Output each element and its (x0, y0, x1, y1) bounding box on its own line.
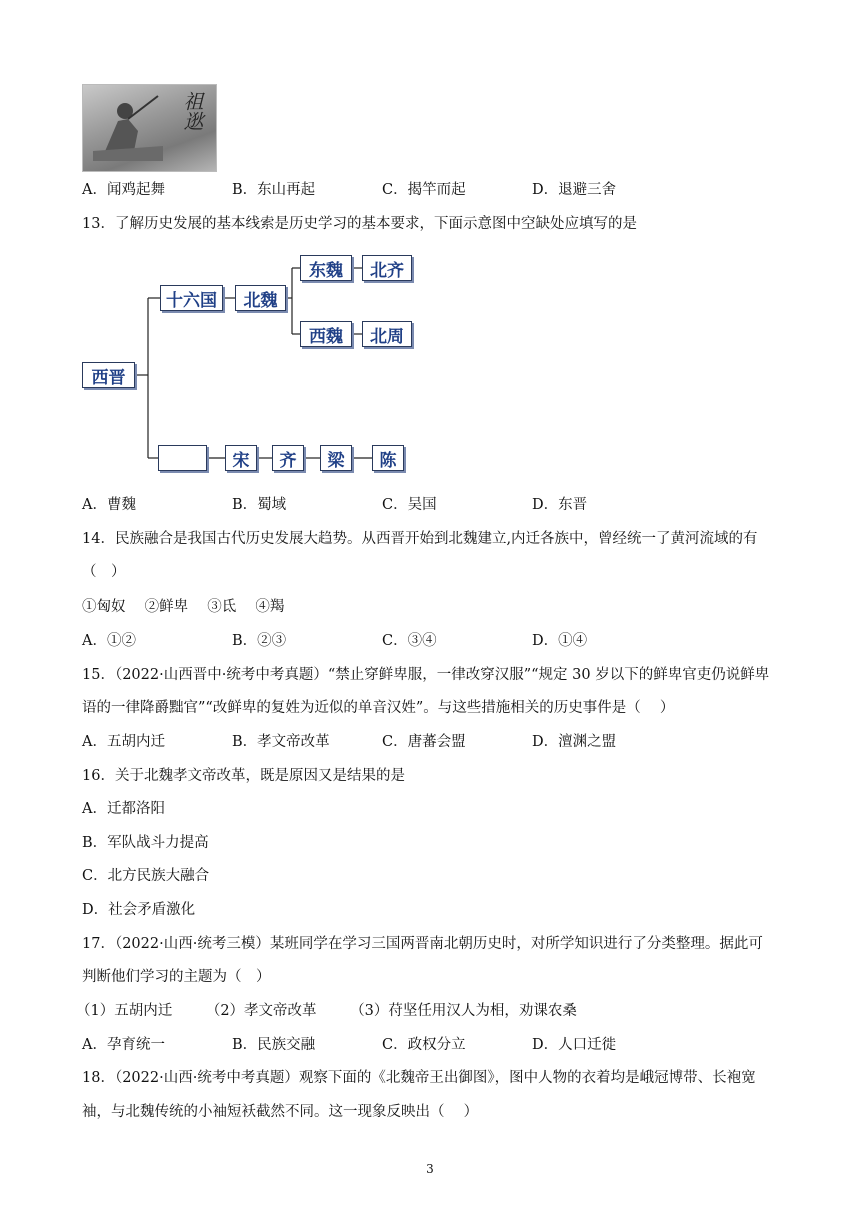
q17-option-d: D．人口迁徙 (532, 1037, 617, 1053)
q18-stem-line2: 袖，与北魏传统的小袖短袄截然不同。这一现象反映出（ ） (82, 1104, 479, 1120)
q13-stem: 13．了解历史发展的基本线索是历史学习的基本要求，下面示意图中空缺处应填写的是 (82, 216, 637, 232)
box-beiqi: 北齐 (362, 255, 412, 281)
q14-option-b: B．②③ (232, 633, 287, 649)
q16-option-c: C．北方民族大融合 (82, 868, 210, 884)
historical-illustration (82, 84, 217, 172)
box-blank (158, 445, 207, 471)
q17-stem-line2: 判断他们学习的主题为（ ） (82, 969, 271, 985)
q18-stem-line1: 18．（2022·山西·统考中考真题）观察下面的《北魏帝王出御图》，图中人物的衣着均是峨冠博带、长袍宽 (82, 1070, 756, 1086)
q13-option-d: D．东晋 (532, 497, 588, 513)
q13-option-a: A．曹魏 (82, 497, 136, 513)
q14-option-a: A．①② (82, 633, 136, 649)
q12-option-a: A．闻鸡起舞 (82, 182, 165, 198)
box-xiwei: 西魏 (300, 321, 352, 347)
box-qi: 齐 (272, 445, 304, 471)
q15-option-d: D．澶渊之盟 (532, 734, 617, 750)
box-dongwei: 东魏 (300, 255, 352, 281)
box-shiliuguo: 十六国 (160, 285, 223, 311)
q14-option-d: D．①④ (532, 633, 588, 649)
q13-option-c: C．吴国 (382, 497, 437, 513)
q15-stem-line2: 语的一律降爵黜官”“改鲜卑的复姓为近似的单音汉姓”。与这些措施相关的历史事件是（ ） (82, 700, 675, 716)
q16-stem: 16．关于北魏孝文帝改革，既是原因又是结果的是 (82, 768, 405, 784)
q16-option-d: D．社会矛盾激化 (82, 902, 196, 918)
q14-items: ①匈奴 ②鲜卑 ③氐 ④羯 (82, 599, 285, 615)
q13-option-b: B．蜀域 (232, 497, 287, 513)
q16-option-b: B．军队战斗力提高 (82, 835, 209, 851)
box-beiwei: 北魏 (235, 285, 286, 311)
box-chen: 陈 (372, 445, 404, 471)
image-caption: 祖逖 (180, 91, 204, 131)
q15-option-b: B．孝文帝改革 (232, 734, 330, 750)
q17-stem-line1: 17．（2022·山西·统考三模）某班同学在学习三国两晋南北朝历史时，对所学知识进行了分类整理。据此可 (82, 936, 763, 952)
box-song: 宋 (225, 445, 257, 471)
warrior-figure-icon (93, 91, 163, 161)
q14-stem-line1: 14．民族融合是我国古代历史发展大趋势。从西晋开始到北魏建立,内迁各族中，曾经统一了黄河流域的有 (82, 531, 758, 547)
page-number: 3 (426, 1162, 434, 1176)
q14-stem-line2: （ ） (82, 564, 126, 580)
q17-option-c: C．政权分立 (382, 1037, 466, 1053)
q12-option-c: C．揭竿而起 (382, 182, 466, 198)
q12-option-d: D．退避三舍 (532, 182, 617, 198)
q17-option-a: A．孕育统一 (82, 1037, 165, 1053)
q15-stem-line1: 15．（2022·山西晋中·统考中考真题）“禁止穿鲜卑服，一律改穿汉服”“规定 30 岁以下的鲜卑官吏仍说鲜卑 (82, 667, 770, 683)
q16-option-a: A．迁都洛阳 (82, 801, 165, 817)
box-liang: 梁 (320, 445, 352, 471)
q15-option-c: C．唐蕃会盟 (382, 734, 466, 750)
q17-items: （1）五胡内迁 （2）孝文帝改革 （3）苻坚任用汉人为相，劝课农桑 (76, 1003, 577, 1019)
q15-option-a: A．五胡内迁 (82, 734, 165, 750)
dynasty-diagram (80, 250, 420, 480)
q17-option-b: B．民族交融 (232, 1037, 316, 1053)
box-xijin: 西晋 (82, 362, 135, 388)
box-beizhou: 北周 (362, 321, 412, 347)
q14-option-c: C．③④ (382, 633, 437, 649)
q12-option-b: B．东山再起 (232, 182, 316, 198)
